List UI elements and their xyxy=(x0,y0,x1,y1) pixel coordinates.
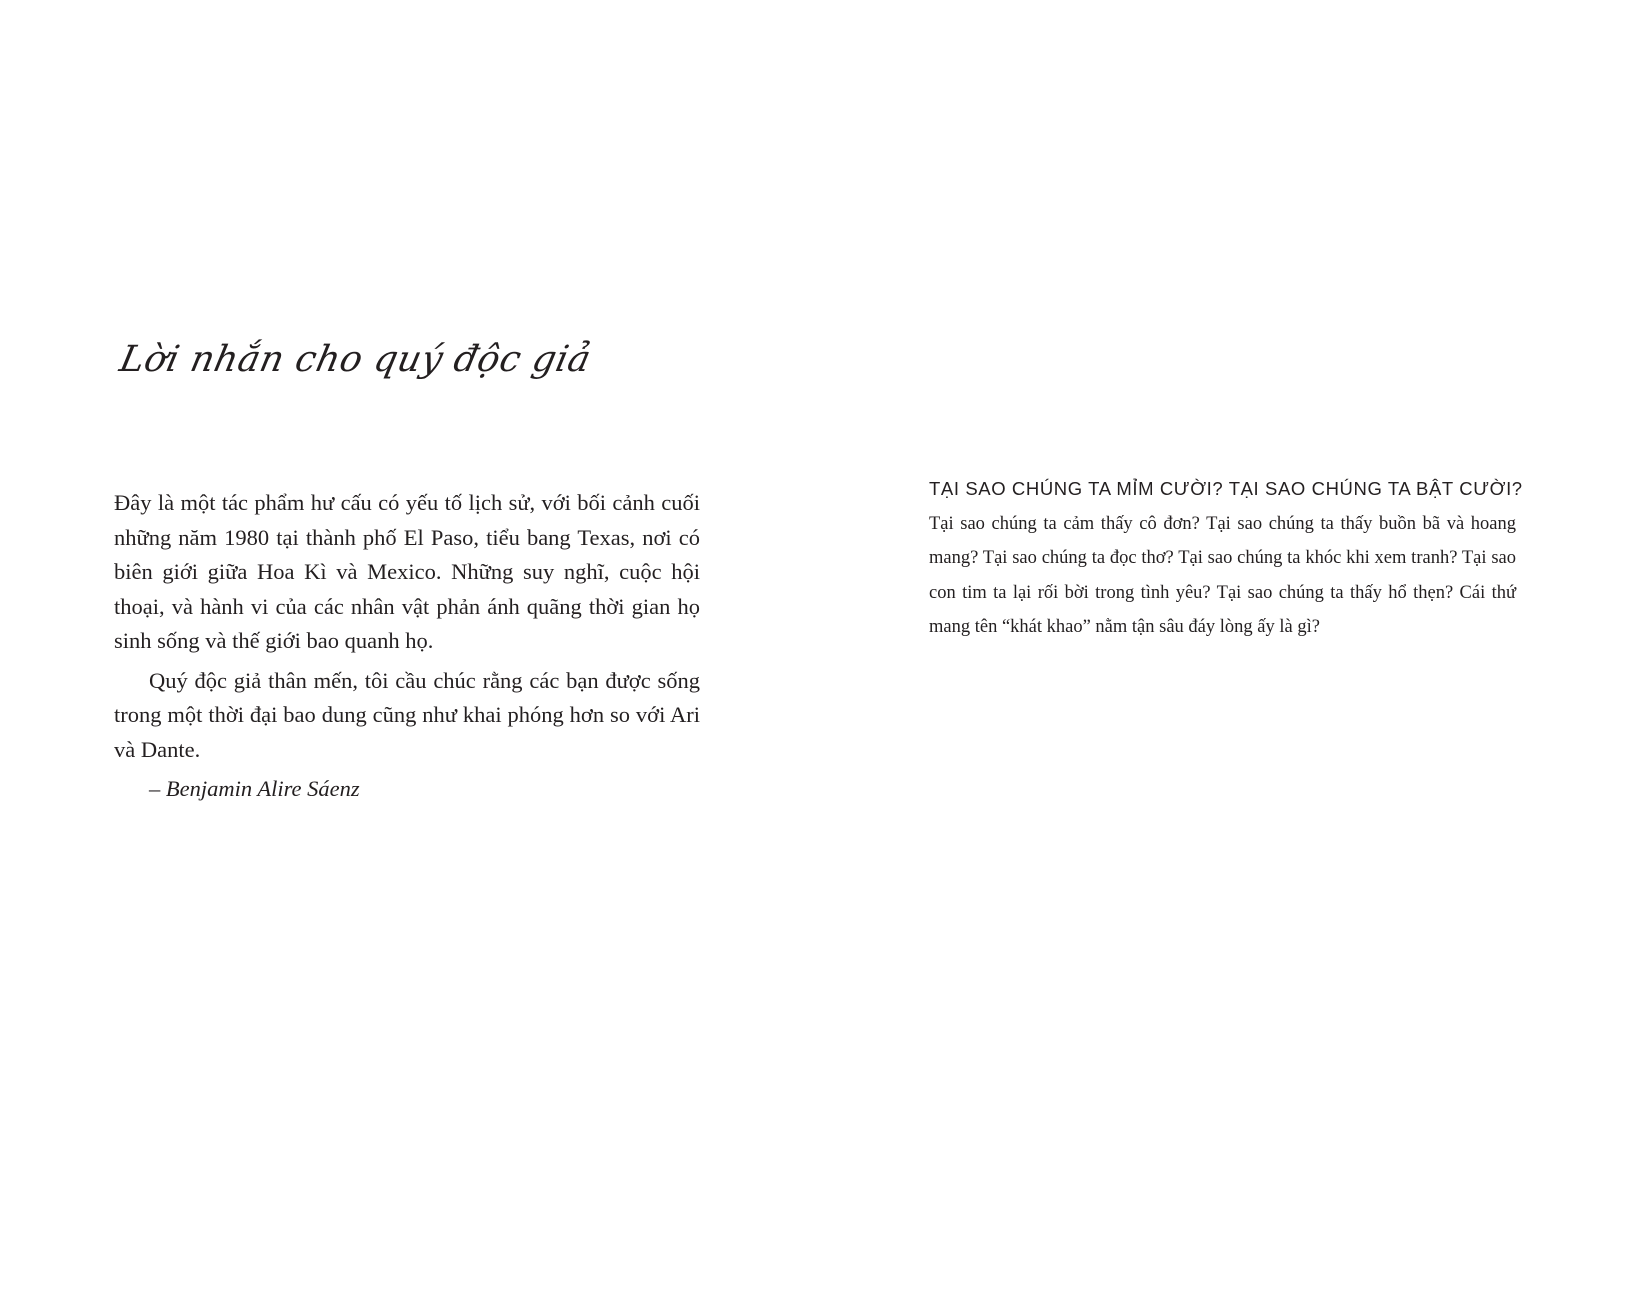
author-note-paragraph-1: Đây là một tác phẩm hư cấu có yếu tố lịch sử, với bối cảnh cuối những năm 1980 tại thành phố El Paso, tiểu bang Texas, nơi có biên giới giữa Hoa Kì và Mexico. Những suy nghĩ, cuộc hội thoại, và hành vi của các nhân vật phản ánh quãng thời gian họ sinh sống và thế giới bao quanh họ. xyxy=(114,490,700,653)
right-page xyxy=(929,472,1523,645)
left-page xyxy=(114,330,700,807)
author-signature: – Benjamin Alire Sáenz xyxy=(149,776,360,801)
questions-lead-caps: TẠI SAO CHÚNG TA MỈM CƯỜI? TẠI SAO CHÚNG TA BẬT CƯỜI? xyxy=(929,478,1523,499)
page-title: Lời nhắn cho quý độc giả xyxy=(116,339,595,380)
author-note-paragraph-2: Quý độc giả thân mến, tôi cầu chúc rằng các bạn được sống trong một thời đại bao dung cũng như khai phóng hơn so với Ari và Dante. xyxy=(114,667,700,762)
questions-body: Tại sao chúng ta cảm thấy cô đơn? Tại sao chúng ta thấy buồn bã và hoang mang? Tại sao chúng ta đọc thơ? Tại sao chúng ta khóc khi xem tranh? Tại sao con tim ta lại rối bời trong tình yêu? Tại sao chúng ta thấy hổ thẹn? Cái thứ mang tên “khát khao” nằm tận sâu đáy lòng ấy là gì? xyxy=(929,513,1516,637)
